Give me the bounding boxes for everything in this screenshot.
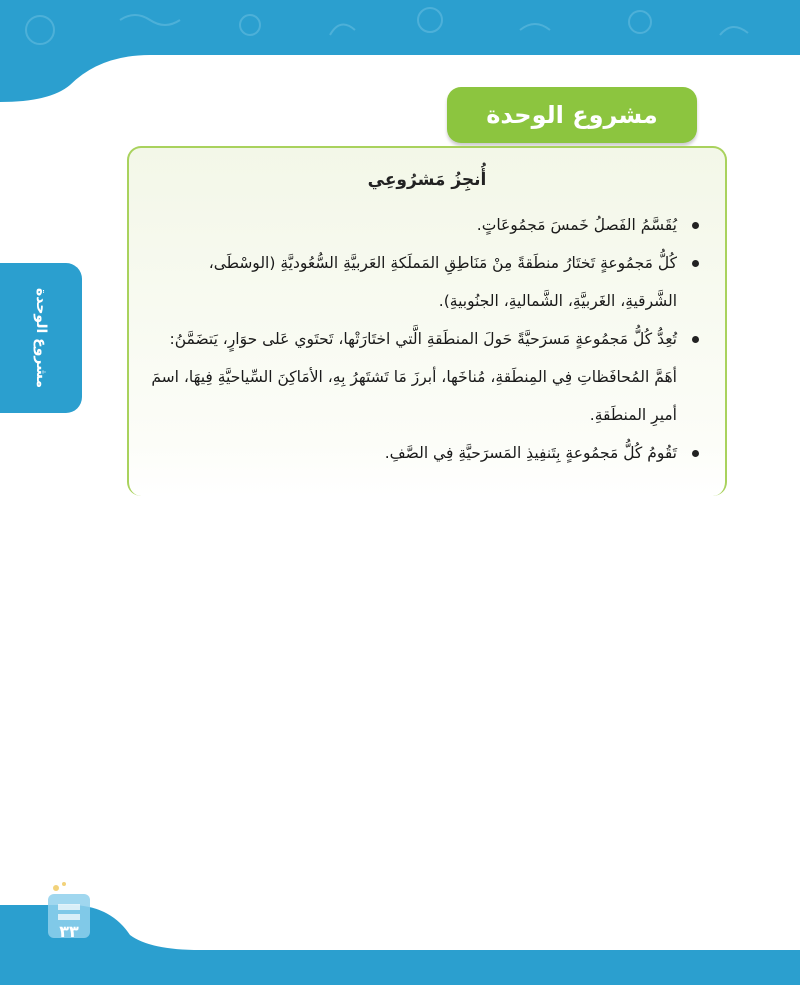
project-bullet-list [149,206,703,472]
bullet-text: تُعِدُّ كُلُّ مَجمُوعةٍ مَسرَحيَّةً حَولَ المنطَقةِ الَّتي اختَارَتْها، تَحتَوي عَلى حوَارٍ، يَتضَمَّنُ: أهَمَّ المُحافَظاتِ فِي المِنطَقةِ، مُناخَها، أبرزَ مَا تَشتَهرُ بِهِ، الأمَاكِنَ السِّياحيَّةِ فِيهَا، اسمَ أميرِ المنطَقةِ. [151,330,677,424]
side-section-tab [0,263,82,413]
project-content-box [127,146,727,496]
bullet-text: تَقُومُ كُلُّ مَجمُوعةٍ بِتَنفِيذِ المَسرَحيَّةِ فِي الصَّفِ. [384,444,677,462]
bottom-decorative-band [0,895,800,985]
bullet-text: يُقَسَّمُ الفَصلُ خَمسَ مَجمُوعَاتٍ. [476,216,677,234]
bullet-item [149,206,703,244]
bullet-dot-icon [692,260,699,267]
bullet-dot-icon [692,222,699,229]
bullet-item [149,244,703,320]
bullet-dot-icon [692,450,699,457]
bullet-text: كُلُّ مَجمُوعةٍ تَختَارُ منطَقةً مِنْ مَنَاطِقِ المَملَكةِ العَربيَّةِ السُّعُوديَّةِ (الوسْطَى، الشَّرقيةِ، الغَربيَّةِ، الشَّماليةِ، الجنُوبيةِ). [208,254,677,310]
project-heading: أُنجِزُ مَشرُوعِي [367,170,487,190]
bullet-dot-icon [692,336,699,343]
bullet-item [149,320,703,434]
side-tab-label: مشروع الوحدة [33,287,49,389]
page-number: ٣٣ [59,922,79,941]
bullet-item [149,434,703,472]
unit-project-title: مشروع الوحدة [447,87,697,143]
